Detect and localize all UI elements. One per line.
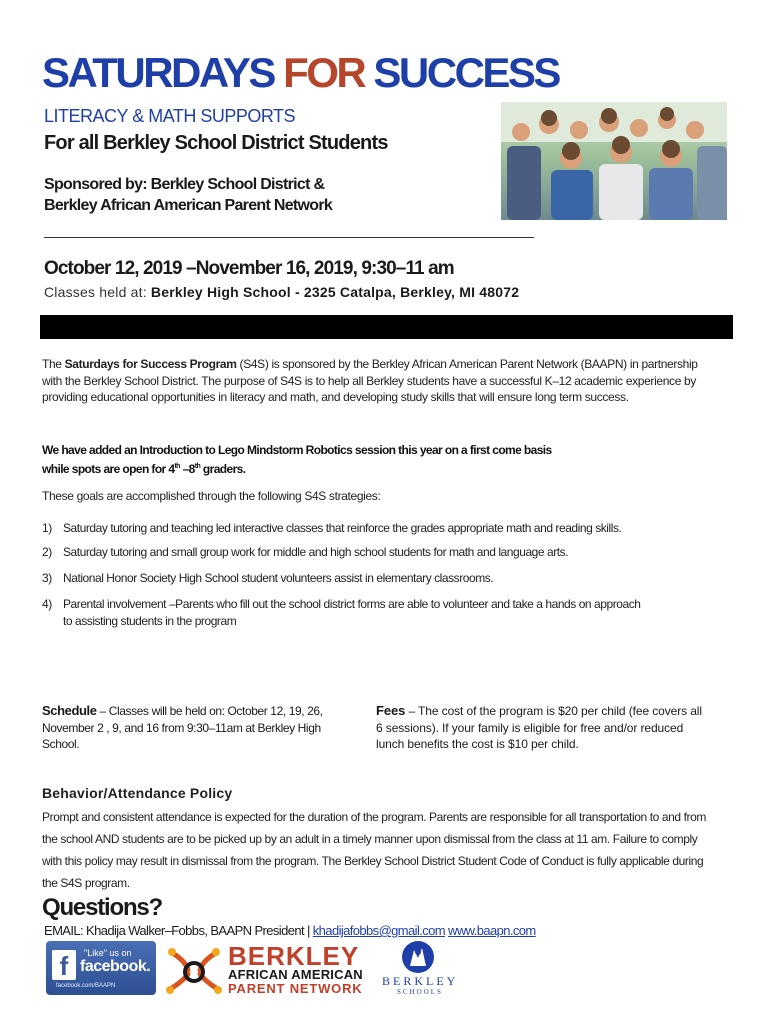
lego-line-2-mid: –8 (179, 461, 195, 476)
sponsor-line-1: Sponsored by: Berkley School District & (44, 176, 325, 193)
facebook-badge[interactable] (46, 941, 156, 995)
lego-line-2-pre: while spots are open for 4 (42, 461, 175, 476)
intro-text-post: (S4S) is sponsored by the Berkley African American Parent Network (BAAPN) in partnership with the Berkley School District. The purpose of S4S is to help all Berkley students have a successful K–12 academic experience by providing educational opportunities in literacy and math, and developing study skills that will ensure long term success. (42, 357, 698, 404)
berkley-schools-name: BERKLEY (382, 974, 459, 988)
strategy-text: Parental involvement –Parents who fill out the school district forms are able to volunteer and take a hands on approach (63, 597, 641, 611)
strategy-text: Saturday tutoring and teaching led interactive classes that reinforce the grades appropriate math and reading skills. (63, 521, 622, 535)
fees-section (376, 703, 706, 753)
students-photo (501, 102, 727, 220)
berkley-schools-subtitle: SCHOOLS (397, 988, 443, 996)
schedule-label: Schedule (42, 703, 97, 718)
baapn-name-line-3: PARENT NETWORK (228, 981, 363, 996)
intro-paragraph (42, 356, 702, 406)
strategy-item (42, 570, 712, 587)
baapn-name-line-2: AFRICAN AMERICAN (228, 967, 363, 982)
subtitle: LITERACY & MATH SUPPORTS (44, 106, 296, 126)
audience-line: For all Berkley School District Students (44, 132, 388, 154)
website-link[interactable]: www.baapn.com (448, 923, 536, 938)
email-link[interactable]: khadijafobbs@gmail.com (312, 923, 446, 938)
strategy-item (42, 596, 712, 629)
lego-sup-2: th (194, 462, 201, 470)
schedule-section (42, 703, 360, 753)
event-dates: October 12, 2019 –November 16, 2019, 9:30–11 am (44, 258, 454, 279)
facebook-like-text: "Like" us on (84, 948, 132, 958)
strategy-number: 4) (42, 597, 52, 611)
title-part-saturdays: SATURDAYS (42, 49, 284, 96)
header-divider (44, 237, 534, 238)
program-name: Saturdays for Success Program (64, 357, 237, 371)
strategy-item (42, 544, 712, 561)
strategy-text-continued: to assisting students in the program (63, 613, 237, 628)
lego-line-1: We have added an Introduction to Lego Mindstorm Robotics session this year on a first come basis (42, 443, 552, 457)
strategy-number: 1) (42, 521, 52, 535)
lego-line-2-post: graders. (200, 461, 246, 476)
berkley-schools-logo-icon (400, 940, 436, 974)
schedule-text: – Classes will be held on: October 12, 19, 26, November 2 , 9, and 16 from 9:30–11am at Berkley High School. (42, 704, 323, 751)
facebook-wordmark: facebook. (80, 958, 151, 975)
location-label: Classes held at: (44, 284, 151, 300)
facebook-url: facebook.com/BAAPN (56, 983, 116, 989)
behavior-heading: Behavior/Attendance Policy (42, 785, 233, 801)
lego-sup-1: th (174, 462, 180, 470)
intro-text-pre: The (42, 357, 65, 371)
strategy-number: 2) (42, 545, 52, 559)
baapn-name-line-1: BERKLEY (228, 941, 360, 971)
behavior-policy-text: Prompt and consistent attendance is expected for the duration of the program. Parents are responsible for all transportation to and from the school AND students are to be picked up by an adult in a timely manner upon dismissal from the class at 11 am. Failure to comply with this policy may result in dismissal from the program. The Berkley School District Student Code of Conduct is fully applicable during the S4S program. (42, 810, 707, 890)
strategy-text: National Honor Society High School student volunteers assist in elementary classrooms. (63, 571, 494, 585)
contact-line (44, 923, 536, 938)
sponsor-line-2: Berkley African American Parent Network (44, 197, 333, 214)
questions-heading: Questions? (42, 894, 163, 921)
fees-label: Fees (376, 703, 406, 718)
strategy-item (42, 520, 712, 537)
location-address: Berkley High School - 2325 Catalpa, Berkley, MI 48072 (150, 284, 520, 300)
contact-label: EMAIL: Khadija Walker–Fobbs, BAAPN President | (44, 923, 313, 938)
page-title (42, 50, 559, 96)
event-location (44, 284, 519, 300)
title-part-for: FOR (283, 49, 374, 96)
section-bar (40, 315, 733, 339)
facebook-icon: f (52, 950, 76, 980)
baapn-logo-icon (166, 944, 222, 998)
fees-text: – The cost of the program is $20 per child (fee covers all 6 sessions). If your family is eligible for free and/or reduced lunch benefits the cost is $10 per child. (376, 704, 702, 751)
strategy-number: 3) (42, 571, 52, 585)
goals-intro: These goals are accomplished through the following S4S strategies: (42, 489, 381, 503)
strategy-text: Saturday tutoring and small group work for middle and high school students for math and language arts. (63, 545, 569, 559)
lego-announcement (42, 442, 702, 477)
title-part-success: SUCCESS (373, 49, 559, 96)
